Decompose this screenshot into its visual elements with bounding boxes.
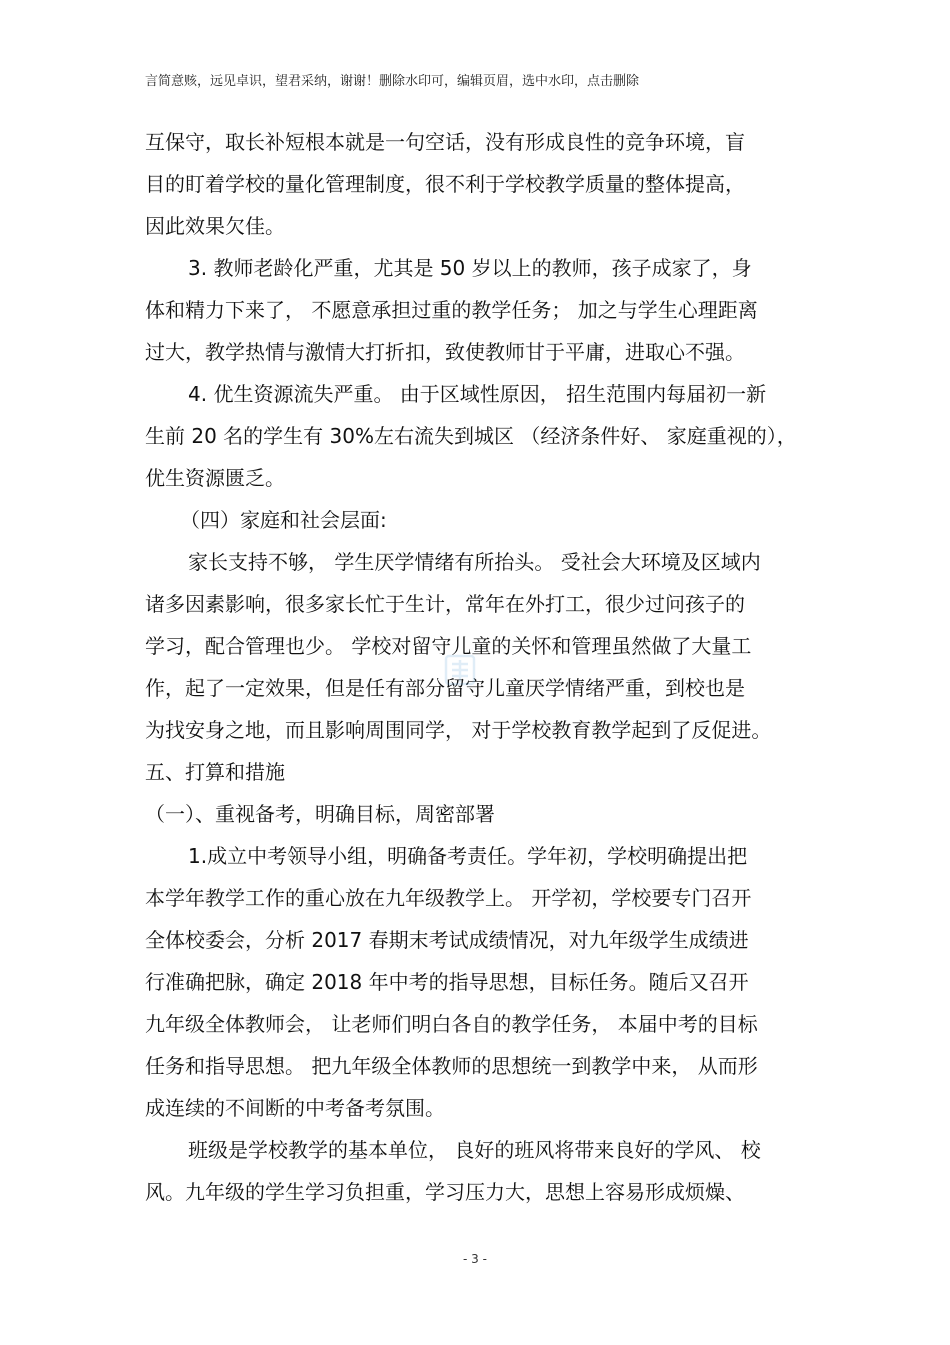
body-line: 行准确把脉，确定 2018 年中考的指导思想，目标任务。随后又召开	[145, 970, 749, 994]
section-heading: （四）家庭和社会层面:	[180, 508, 387, 532]
page-header: 言简意赅，远见卓识，望君采纳，谢谢！删除水印可，编辑页眉，选中水印，点击删除	[145, 74, 640, 89]
body-line: 作，起了一定效果，但是任有部分留守儿童厌学情绪严重，到校也是	[145, 676, 745, 700]
body-line: 成连续的不间断的中考备考氛围。	[145, 1096, 445, 1120]
section-heading: 五、打算和措施	[145, 760, 285, 784]
body-line: 任务和指导思想。 把九年级全体教师的思想统一到教学中来， 从而形	[145, 1054, 758, 1078]
body-line: 家长支持不够， 学生厌学情绪有所抬头。 受社会大环境及区域内	[188, 550, 761, 574]
body-line: 全体校委会，分析 2017 春期末考试成绩情况，对九年级学生成绩进	[145, 928, 749, 952]
watermark-icon	[440, 650, 480, 690]
body-line: 3. 教师老龄化严重，尤其是 50 岁以上的教师，孩子成家了，身	[188, 256, 752, 280]
body-line: 为找安身之地，而且影响周围同学， 对于学校教育教学起到了反促进。	[145, 718, 772, 742]
body-line: 本学年教学工作的重心放在九年级教学上。 开学初，学校要专门召开	[145, 886, 752, 910]
body-line: 风。九年级的学生学习负担重，学习压力大，思想上容易形成烦燥、	[145, 1180, 745, 1204]
body-line: 九年级全体教师会， 让老师们明白各自的教学任务， 本届中考的目标	[145, 1012, 758, 1036]
body-line: 生前 20 名的学生有 30%左右流失到城区 （经济条件好、 家庭重视的），	[145, 424, 797, 448]
section-heading: （一）、重视备考，明确目标，周密部署	[145, 802, 495, 826]
body-line: 4. 优生资源流失严重。 由于区域性原因， 招生范围内每届初一新	[188, 382, 767, 406]
body-line: 1.成立中考领导小组，明确备考责任。学年初，学校明确提出把	[188, 844, 748, 868]
body-line: 诸多因素影响，很多家长忙于生计，常年在外打工，很少过问孩子的	[145, 592, 745, 616]
body-line: 过大，教学热情与激情大打折扣，致使教师甘于平庸，进取心不强。	[145, 340, 745, 364]
page-number: - 3 -	[463, 1252, 487, 1266]
body-line: 优生资源匮乏。	[145, 466, 285, 490]
body-line: 体和精力下来了， 不愿意承担过重的教学任务； 加之与学生心理距离	[145, 298, 758, 322]
body-line: 互保守，取长补短根本就是一句空话，没有形成良性的竞争环境，盲	[145, 130, 745, 154]
body-line: 班级是学校教学的基本单位， 良好的班风将带来良好的学风、 校	[188, 1138, 761, 1162]
body-line: 因此效果欠佳。	[145, 214, 285, 238]
body-line: 学习，配合管理也少。 学校对留守儿童的关怀和管理虽然做了大量工	[145, 634, 752, 658]
body-line: 目的盯着学校的量化管理制度，很不利于学校教学质量的整体提高，	[145, 172, 745, 196]
